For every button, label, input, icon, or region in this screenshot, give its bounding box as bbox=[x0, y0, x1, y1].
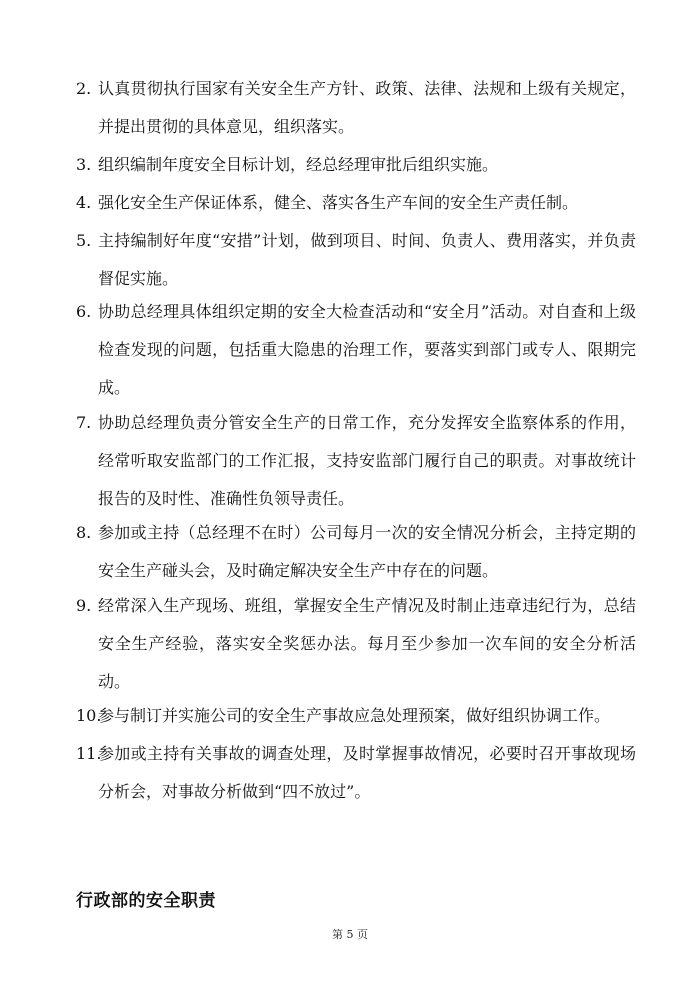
item-text: 强化安全生产保证体系，健全、落实各生产车间的安全生产责任制。 bbox=[98, 193, 579, 212]
item-number: 11. bbox=[76, 744, 102, 763]
item-text: 主持编制好年度“安措”计划，做到项目、时间、负责人、费用落实，并负责督促实施。 bbox=[98, 231, 636, 288]
item-number: 2. bbox=[76, 79, 92, 98]
list-item bbox=[76, 404, 636, 518]
item-number: 8. bbox=[76, 523, 92, 542]
item-text: 协助总经理具体组织定期的安全大检查活动和“安全月”活动。对自查和上级检查发现的问题，包括重大隐患的治理工作，要落实到部门或专人、限期完成。 bbox=[98, 302, 636, 397]
item-number: 7. bbox=[76, 413, 92, 432]
item-number: 4. bbox=[76, 193, 92, 212]
section-heading: 行政部的安全职责 bbox=[76, 891, 216, 911]
item-text: 认真贯彻执行国家有关安全生产方针、政策、法律、法规和上级有关规定，并提出贯彻的具体意见，组织落实。 bbox=[98, 79, 636, 136]
item-number: 6. bbox=[76, 302, 92, 321]
item-text: 组织编制年度安全目标计划，经总经理审批后组织实施。 bbox=[98, 155, 499, 174]
list-item bbox=[76, 587, 636, 701]
item-text: 参加或主持（总经理不在时）公司每月一次的安全情况分析会，主持定期的安全生产碰头会，及时确定解决安全生产中存在的问题。 bbox=[98, 523, 636, 580]
list-item bbox=[76, 184, 636, 222]
item-number: 10. bbox=[76, 706, 102, 725]
list-item bbox=[76, 70, 636, 146]
page-number-footer: 第 5 页 bbox=[332, 928, 368, 941]
item-text: 经常深入生产现场、班组，掌握安全生产情况及时制止违章违纪行为，总结安全生产经验，落实安全奖惩办法。每月至少参加一次车间的安全分析活动。 bbox=[98, 596, 636, 691]
item-number: 5. bbox=[76, 231, 92, 250]
list-item bbox=[76, 293, 636, 407]
item-text: 参加或主持有关事故的调查处理，及时掌握事故情况，必要时召开事故现场分析会，对事故分析做到“四不放过”。 bbox=[98, 744, 636, 801]
list-item bbox=[76, 697, 636, 735]
item-number: 3. bbox=[76, 155, 92, 174]
list-item bbox=[76, 222, 636, 298]
item-number: 9. bbox=[76, 596, 92, 615]
item-text: 协助总经理负责分管安全生产的日常工作，充分发挥安全监察体系的作用，经常听取安监部门的工作汇报，支持安监部门履行自己的职责。对事故统计报告的及时性、准确性负领导责任。 bbox=[98, 413, 636, 508]
list-item bbox=[76, 735, 636, 811]
list-item bbox=[76, 146, 636, 184]
item-text: 参与制订并实施公司的安全生产事故应急处理预案，做好组织协调工作。 bbox=[98, 706, 611, 725]
list-item bbox=[76, 514, 636, 590]
